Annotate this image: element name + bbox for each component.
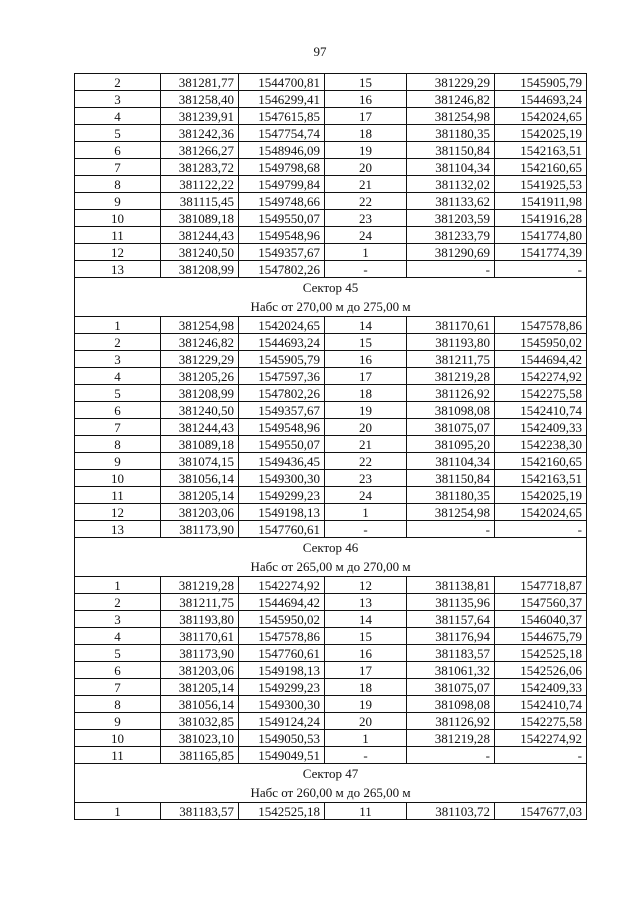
point-number-right-cell: 18	[325, 125, 407, 142]
x-coordinate-right-cell: 381229,29	[407, 74, 495, 91]
y-coordinate-right-cell: 1542409,33	[495, 679, 587, 696]
x-coordinate-right-cell: 381183,57	[407, 645, 495, 662]
table-row	[75, 611, 587, 628]
point-number-right-cell: 1	[325, 730, 407, 747]
y-coordinate-right-cell: 1541916,28	[495, 210, 587, 227]
table-row	[75, 453, 587, 470]
point-number-cell: 9	[75, 453, 161, 470]
point-number-right-cell: 19	[325, 142, 407, 159]
y-coordinate-right-cell: 1545905,79	[495, 74, 587, 91]
x-coordinate-right-cell: 381180,35	[407, 487, 495, 504]
y-coordinate-right-cell: 1547718,87	[495, 577, 587, 594]
point-number-cell: 4	[75, 368, 161, 385]
sector-height-row	[75, 297, 587, 317]
point-number-cell: 5	[75, 125, 161, 142]
y-coordinate-right-cell: 1544693,24	[495, 91, 587, 108]
y-coordinate-right-cell: 1547677,03	[495, 803, 587, 820]
x-coordinate-cell: 381122,22	[161, 176, 239, 193]
y-coordinate-right-cell: 1542160,65	[495, 453, 587, 470]
x-coordinate-right-cell: 381176,94	[407, 628, 495, 645]
x-coordinate-right-cell: 381254,98	[407, 504, 495, 521]
point-number-right-cell: 17	[325, 368, 407, 385]
point-number-right-cell: 21	[325, 176, 407, 193]
x-coordinate-cell: 381242,36	[161, 125, 239, 142]
point-number-cell: 9	[75, 713, 161, 730]
point-number-cell: 7	[75, 679, 161, 696]
point-number-right-cell: 20	[325, 419, 407, 436]
y-coordinate-cell: 1547597,36	[239, 368, 325, 385]
point-number-right-cell: 18	[325, 385, 407, 402]
x-coordinate-cell: 381244,43	[161, 227, 239, 244]
x-coordinate-cell: 381208,99	[161, 261, 239, 278]
x-coordinate-right-cell: 381219,28	[407, 368, 495, 385]
x-coordinate-right-cell: 381211,75	[407, 351, 495, 368]
point-number-right-cell: 20	[325, 159, 407, 176]
x-coordinate-right-cell: 381150,84	[407, 142, 495, 159]
point-number-right-cell: 16	[325, 91, 407, 108]
x-coordinate-cell: 381240,50	[161, 244, 239, 261]
x-coordinate-cell: 381208,99	[161, 385, 239, 402]
table-row	[75, 125, 587, 142]
point-number-right-cell: 11	[325, 803, 407, 820]
x-coordinate-cell: 381281,77	[161, 74, 239, 91]
y-coordinate-right-cell: 1541774,80	[495, 227, 587, 244]
x-coordinate-cell: 381193,80	[161, 611, 239, 628]
point-number-right-cell: 17	[325, 108, 407, 125]
table-row	[75, 159, 587, 176]
sector-title: Сектор 46	[75, 538, 587, 558]
x-coordinate-right-cell: 381135,96	[407, 594, 495, 611]
x-coordinate-cell: 381173,90	[161, 645, 239, 662]
x-coordinate-right-cell: 381104,34	[407, 453, 495, 470]
y-coordinate-right-cell: 1542274,92	[495, 368, 587, 385]
x-coordinate-right-cell: 381254,98	[407, 108, 495, 125]
y-coordinate-cell: 1549748,66	[239, 193, 325, 210]
y-coordinate-cell: 1549300,30	[239, 696, 325, 713]
point-number-right-cell: 1	[325, 504, 407, 521]
x-coordinate-cell: 381165,85	[161, 747, 239, 764]
x-coordinate-right-cell: 381133,62	[407, 193, 495, 210]
sector-header-row	[75, 538, 587, 558]
table-row	[75, 176, 587, 193]
x-coordinate-cell: 381205,14	[161, 679, 239, 696]
y-coordinate-right-cell: 1542163,51	[495, 142, 587, 159]
table-row	[75, 696, 587, 713]
point-number-right-cell: 22	[325, 453, 407, 470]
y-coordinate-right-cell: -	[495, 261, 587, 278]
page-number: 97	[313, 44, 327, 59]
x-coordinate-right-cell: 381104,34	[407, 159, 495, 176]
sector-height-range: Набс от 270,00 м до 275,00 м	[75, 297, 587, 317]
point-number-cell: 13	[75, 261, 161, 278]
y-coordinate-cell: 1549198,13	[239, 504, 325, 521]
point-number-right-cell: 17	[325, 662, 407, 679]
table-row	[75, 193, 587, 210]
y-coordinate-cell: 1549550,07	[239, 436, 325, 453]
table-row	[75, 730, 587, 747]
x-coordinate-cell: 381074,15	[161, 453, 239, 470]
point-number-right-cell: 24	[325, 487, 407, 504]
x-coordinate-cell: 381205,14	[161, 487, 239, 504]
x-coordinate-cell: 381183,57	[161, 803, 239, 820]
x-coordinate-cell: 381203,06	[161, 662, 239, 679]
point-number-cell: 2	[75, 334, 161, 351]
x-coordinate-cell: 381170,61	[161, 628, 239, 645]
y-coordinate-cell: 1549300,30	[239, 470, 325, 487]
point-number-right-cell: 23	[325, 470, 407, 487]
x-coordinate-cell: 381089,18	[161, 436, 239, 453]
table-row	[75, 244, 587, 261]
sector-height-range: Набс от 265,00 м до 270,00 м	[75, 557, 587, 577]
point-number-cell: 9	[75, 193, 161, 210]
point-number-right-cell: 14	[325, 611, 407, 628]
x-coordinate-cell: 381173,90	[161, 521, 239, 538]
point-number-cell: 12	[75, 244, 161, 261]
x-coordinate-right-cell: 381061,32	[407, 662, 495, 679]
point-number-right-cell: 24	[325, 227, 407, 244]
point-number-cell: 11	[75, 487, 161, 504]
x-coordinate-right-cell: 381075,07	[407, 679, 495, 696]
y-coordinate-right-cell: 1545950,02	[495, 334, 587, 351]
table-row	[75, 747, 587, 764]
x-coordinate-right-cell: -	[407, 521, 495, 538]
y-coordinate-cell: 1549124,24	[239, 713, 325, 730]
x-coordinate-cell: 381283,72	[161, 159, 239, 176]
x-coordinate-right-cell: 381170,61	[407, 317, 495, 334]
x-coordinate-right-cell: 381219,28	[407, 730, 495, 747]
table-row	[75, 227, 587, 244]
point-number-cell: 4	[75, 628, 161, 645]
sector-height-row	[75, 557, 587, 577]
table-row	[75, 504, 587, 521]
table-row	[75, 91, 587, 108]
point-number-right-cell: 20	[325, 713, 407, 730]
x-coordinate-right-cell: 381126,92	[407, 385, 495, 402]
y-coordinate-cell: 1544700,81	[239, 74, 325, 91]
x-coordinate-cell: 381056,14	[161, 696, 239, 713]
point-number-cell: 5	[75, 645, 161, 662]
y-coordinate-cell: 1544694,42	[239, 594, 325, 611]
point-number-cell: 6	[75, 142, 161, 159]
x-coordinate-cell: 381032,85	[161, 713, 239, 730]
x-coordinate-right-cell: -	[407, 261, 495, 278]
point-number-cell: 3	[75, 351, 161, 368]
table-row	[75, 419, 587, 436]
table-row	[75, 402, 587, 419]
point-number-right-cell: 14	[325, 317, 407, 334]
y-coordinate-right-cell: 1547560,37	[495, 594, 587, 611]
y-coordinate-cell: 1549357,67	[239, 244, 325, 261]
y-coordinate-right-cell: 1541925,53	[495, 176, 587, 193]
y-coordinate-right-cell: 1546040,37	[495, 611, 587, 628]
x-coordinate-cell: 381229,29	[161, 351, 239, 368]
point-number-cell: 1	[75, 317, 161, 334]
y-coordinate-right-cell: 1542160,65	[495, 159, 587, 176]
y-coordinate-cell: 1542274,92	[239, 577, 325, 594]
y-coordinate-cell: 1547760,61	[239, 521, 325, 538]
table-row	[75, 317, 587, 334]
x-coordinate-right-cell: -	[407, 747, 495, 764]
x-coordinate-right-cell: 381075,07	[407, 419, 495, 436]
table-row	[75, 210, 587, 227]
y-coordinate-right-cell: 1542024,65	[495, 108, 587, 125]
x-coordinate-right-cell: 381126,92	[407, 713, 495, 730]
y-coordinate-cell: 1549436,45	[239, 453, 325, 470]
sector-height-row	[75, 783, 587, 803]
point-number-right-cell: 16	[325, 351, 407, 368]
y-coordinate-right-cell: 1542410,74	[495, 696, 587, 713]
x-coordinate-cell: 381266,27	[161, 142, 239, 159]
y-coordinate-cell: 1544693,24	[239, 334, 325, 351]
point-number-cell: 5	[75, 385, 161, 402]
y-coordinate-right-cell: 1542024,65	[495, 504, 587, 521]
point-number-cell: 6	[75, 662, 161, 679]
point-number-cell: 10	[75, 210, 161, 227]
table-row	[75, 521, 587, 538]
y-coordinate-cell: 1547802,26	[239, 385, 325, 402]
point-number-right-cell: 12	[325, 577, 407, 594]
x-coordinate-cell: 381219,28	[161, 577, 239, 594]
point-number-right-cell: 22	[325, 193, 407, 210]
y-coordinate-right-cell: 1547578,86	[495, 317, 587, 334]
point-number-right-cell: -	[325, 261, 407, 278]
table-row	[75, 713, 587, 730]
y-coordinate-cell: 1549299,23	[239, 679, 325, 696]
x-coordinate-right-cell: 381098,08	[407, 696, 495, 713]
point-number-cell: 11	[75, 747, 161, 764]
x-coordinate-right-cell: 381290,69	[407, 244, 495, 261]
sector-header-row	[75, 764, 587, 784]
y-coordinate-cell: 1547754,74	[239, 125, 325, 142]
point-number-cell: 12	[75, 504, 161, 521]
table-row	[75, 577, 587, 594]
y-coordinate-right-cell: 1542410,74	[495, 402, 587, 419]
y-coordinate-cell: 1542024,65	[239, 317, 325, 334]
table-row	[75, 803, 587, 820]
y-coordinate-right-cell: 1544694,42	[495, 351, 587, 368]
x-coordinate-right-cell: 381150,84	[407, 470, 495, 487]
y-coordinate-right-cell: 1542025,19	[495, 125, 587, 142]
coordinates-table	[74, 73, 587, 820]
point-number-cell: 1	[75, 803, 161, 820]
y-coordinate-cell: 1547578,86	[239, 628, 325, 645]
y-coordinate-right-cell: 1541911,98	[495, 193, 587, 210]
x-coordinate-cell: 381056,14	[161, 470, 239, 487]
x-coordinate-cell: 381239,91	[161, 108, 239, 125]
point-number-cell: 6	[75, 402, 161, 419]
sector-header-row	[75, 278, 587, 298]
table-row	[75, 436, 587, 453]
x-coordinate-right-cell: 381132,02	[407, 176, 495, 193]
x-coordinate-cell: 381205,26	[161, 368, 239, 385]
table-row	[75, 74, 587, 91]
x-coordinate-cell: 381023,10	[161, 730, 239, 747]
table-row	[75, 261, 587, 278]
point-number-right-cell: 15	[325, 628, 407, 645]
point-number-right-cell: -	[325, 747, 407, 764]
y-coordinate-cell: 1549798,68	[239, 159, 325, 176]
point-number-right-cell: 15	[325, 334, 407, 351]
point-number-cell: 7	[75, 419, 161, 436]
y-coordinate-cell: 1549550,07	[239, 210, 325, 227]
point-number-cell: 7	[75, 159, 161, 176]
x-coordinate-right-cell: 381203,59	[407, 210, 495, 227]
y-coordinate-cell: 1549299,23	[239, 487, 325, 504]
y-coordinate-right-cell: 1542275,58	[495, 713, 587, 730]
point-number-cell: 2	[75, 594, 161, 611]
sector-title: Сектор 47	[75, 764, 587, 784]
y-coordinate-right-cell: -	[495, 747, 587, 764]
point-number-cell: 10	[75, 470, 161, 487]
y-coordinate-right-cell: 1542409,33	[495, 419, 587, 436]
point-number-cell: 3	[75, 611, 161, 628]
y-coordinate-right-cell: 1542163,51	[495, 470, 587, 487]
x-coordinate-right-cell: 381098,08	[407, 402, 495, 419]
y-coordinate-cell: 1546299,41	[239, 91, 325, 108]
table-row	[75, 351, 587, 368]
x-coordinate-right-cell: 381103,72	[407, 803, 495, 820]
table-row	[75, 679, 587, 696]
x-coordinate-right-cell: 381193,80	[407, 334, 495, 351]
point-number-cell: 8	[75, 696, 161, 713]
table-row	[75, 662, 587, 679]
point-number-right-cell: 18	[325, 679, 407, 696]
x-coordinate-right-cell: 381246,82	[407, 91, 495, 108]
y-coordinate-cell: 1545905,79	[239, 351, 325, 368]
x-coordinate-right-cell: 381095,20	[407, 436, 495, 453]
table-row	[75, 108, 587, 125]
y-coordinate-cell: 1547760,61	[239, 645, 325, 662]
point-number-right-cell: 19	[325, 402, 407, 419]
point-number-right-cell: 23	[325, 210, 407, 227]
y-coordinate-cell: 1549050,53	[239, 730, 325, 747]
table-row	[75, 334, 587, 351]
y-coordinate-cell: 1549198,13	[239, 662, 325, 679]
y-coordinate-cell: 1547615,85	[239, 108, 325, 125]
sector-height-range: Набс от 260,00 м до 265,00 м	[75, 783, 587, 803]
point-number-cell: 13	[75, 521, 161, 538]
y-coordinate-cell: 1547802,26	[239, 261, 325, 278]
table-row	[75, 645, 587, 662]
table-row	[75, 594, 587, 611]
point-number-cell: 3	[75, 91, 161, 108]
table-row	[75, 142, 587, 159]
x-coordinate-cell: 381254,98	[161, 317, 239, 334]
point-number-right-cell: 13	[325, 594, 407, 611]
y-coordinate-right-cell: 1541774,39	[495, 244, 587, 261]
y-coordinate-cell: 1545950,02	[239, 611, 325, 628]
y-coordinate-right-cell: 1542274,92	[495, 730, 587, 747]
y-coordinate-right-cell: 1542275,58	[495, 385, 587, 402]
y-coordinate-cell: 1549357,67	[239, 402, 325, 419]
x-coordinate-right-cell: 381157,64	[407, 611, 495, 628]
table-row	[75, 487, 587, 504]
table-row	[75, 628, 587, 645]
y-coordinate-cell: 1548946,09	[239, 142, 325, 159]
point-number-cell: 10	[75, 730, 161, 747]
x-coordinate-cell: 381258,40	[161, 91, 239, 108]
x-coordinate-right-cell: 381138,81	[407, 577, 495, 594]
point-number-cell: 11	[75, 227, 161, 244]
point-number-cell: 4	[75, 108, 161, 125]
table-row	[75, 385, 587, 402]
point-number-right-cell: 19	[325, 696, 407, 713]
x-coordinate-right-cell: 381233,79	[407, 227, 495, 244]
x-coordinate-right-cell: 381180,35	[407, 125, 495, 142]
point-number-right-cell: 15	[325, 74, 407, 91]
y-coordinate-right-cell: 1542525,18	[495, 645, 587, 662]
x-coordinate-cell: 381089,18	[161, 210, 239, 227]
point-number-cell: 8	[75, 176, 161, 193]
y-coordinate-cell: 1549049,51	[239, 747, 325, 764]
x-coordinate-cell: 381203,06	[161, 504, 239, 521]
y-coordinate-right-cell: -	[495, 521, 587, 538]
y-coordinate-cell: 1549799,84	[239, 176, 325, 193]
table-row	[75, 470, 587, 487]
point-number-right-cell: 16	[325, 645, 407, 662]
y-coordinate-right-cell: 1542025,19	[495, 487, 587, 504]
y-coordinate-right-cell: 1544675,79	[495, 628, 587, 645]
point-number-right-cell: 21	[325, 436, 407, 453]
point-number-cell: 2	[75, 74, 161, 91]
point-number-cell: 1	[75, 577, 161, 594]
y-coordinate-right-cell: 1542238,30	[495, 436, 587, 453]
y-coordinate-cell: 1549548,96	[239, 227, 325, 244]
sector-title: Сектор 45	[75, 278, 587, 298]
x-coordinate-cell: 381244,43	[161, 419, 239, 436]
x-coordinate-cell: 381115,45	[161, 193, 239, 210]
y-coordinate-cell: 1549548,96	[239, 419, 325, 436]
x-coordinate-cell: 381211,75	[161, 594, 239, 611]
x-coordinate-cell: 381240,50	[161, 402, 239, 419]
table-row	[75, 368, 587, 385]
y-coordinate-cell: 1542525,18	[239, 803, 325, 820]
point-number-right-cell: -	[325, 521, 407, 538]
x-coordinate-cell: 381246,82	[161, 334, 239, 351]
coordinates-table-body	[75, 74, 587, 820]
point-number-right-cell: 1	[325, 244, 407, 261]
point-number-cell: 8	[75, 436, 161, 453]
y-coordinate-right-cell: 1542526,06	[495, 662, 587, 679]
